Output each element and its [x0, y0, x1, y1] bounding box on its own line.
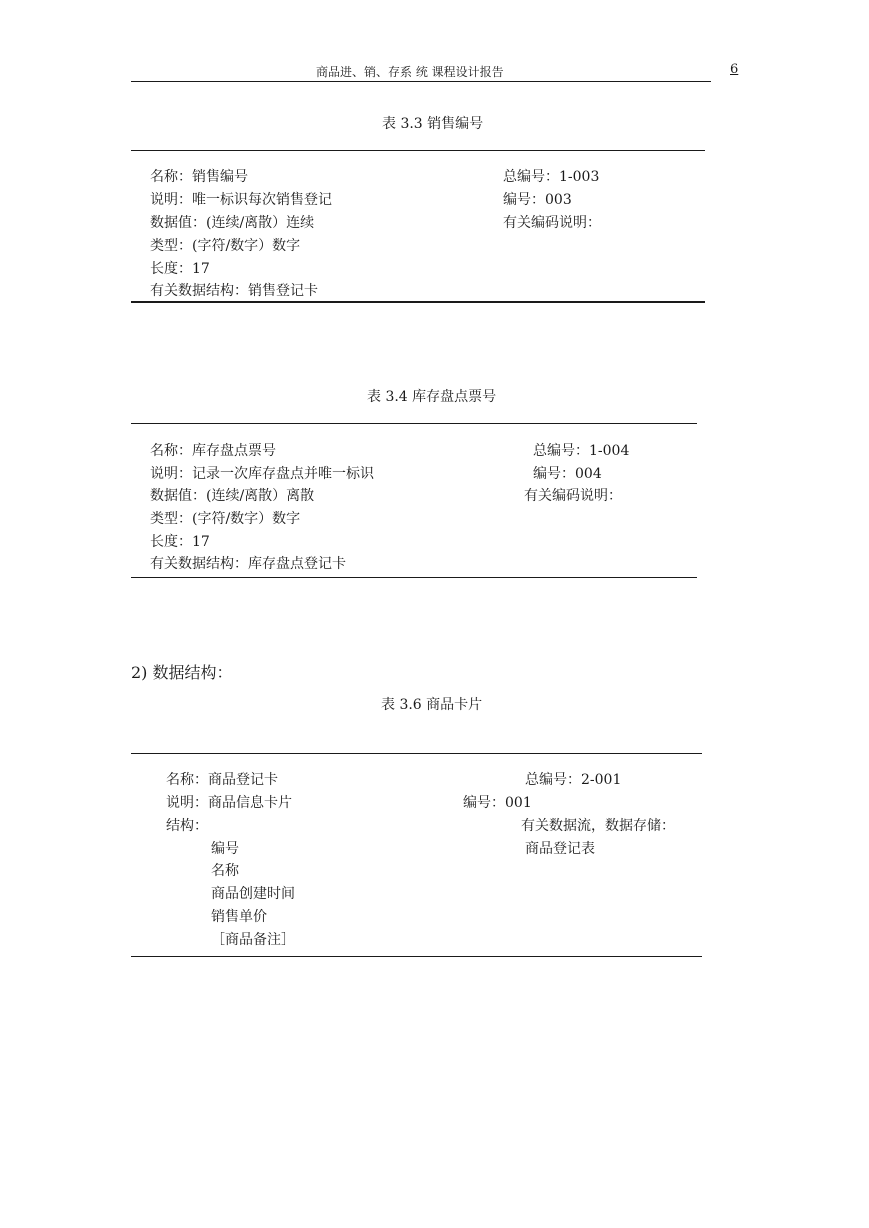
field-desc: 说明：商品信息卡片 — [166, 795, 292, 811]
structure-item: 名称 — [211, 863, 239, 879]
field-struct: 有关数据结构：销售登记卡 — [150, 283, 318, 299]
field-coding: 有关编码说明： — [503, 215, 601, 231]
table-top-rule — [131, 423, 697, 424]
field-desc: 说明：记录一次库存盘点并唯一标识 — [150, 466, 374, 482]
structure-item: ［商品备注］ — [211, 932, 295, 948]
header-rule — [131, 81, 711, 82]
field-structure-label: 结构： — [166, 818, 208, 834]
field-total-no: 总编号：1-004 — [533, 443, 630, 459]
field-length: 长度：17 — [150, 534, 210, 550]
field-name: 名称：库存盘点票号 — [150, 443, 276, 459]
section-heading: 2) 数据结构： — [131, 663, 233, 682]
table-bottom-rule — [131, 577, 697, 578]
field-flow-label: 有关数据流，数据存储： — [521, 818, 675, 834]
structure-item: 销售单价 — [211, 909, 267, 925]
table-bottom-rule — [131, 956, 702, 957]
field-coding: 有关编码说明： — [524, 488, 622, 504]
header-title: 商品进、销、存系 统 课程设计报告 — [316, 65, 504, 79]
table-caption: 表 3.3 销售编号 — [382, 116, 484, 132]
field-length: 长度：17 — [150, 261, 210, 277]
field-struct: 有关数据结构：库存盘点登记卡 — [150, 556, 346, 572]
table-caption: 表 3.6 商品卡片 — [381, 697, 483, 713]
field-no: 编号：004 — [533, 466, 602, 482]
field-total-no: 总编号：2-001 — [525, 772, 622, 788]
field-desc: 说明：唯一标识每次销售登记 — [150, 192, 332, 208]
table-top-rule — [131, 753, 702, 754]
page-number: 6 — [730, 62, 739, 77]
field-value: 数据值：(连续/离散）离散 — [150, 488, 315, 504]
field-no: 编号：003 — [503, 192, 572, 208]
table-top-rule — [131, 150, 705, 151]
structure-item: 商品创建时间 — [211, 886, 295, 902]
structure-item: 编号 — [211, 841, 239, 857]
field-value: 数据值：(连续/离散）连续 — [150, 215, 315, 231]
field-type: 类型：(字符/数字）数字 — [150, 238, 301, 254]
field-total-no: 总编号：1-003 — [503, 169, 600, 185]
field-type: 类型：(字符/数字）数字 — [150, 511, 301, 527]
field-name: 名称：商品登记卡 — [166, 772, 278, 788]
field-store: 商品登记表 — [525, 841, 595, 857]
table-bottom-rule — [131, 301, 705, 303]
field-name: 名称：销售编号 — [150, 169, 248, 185]
table-caption: 表 3.4 库存盘点票号 — [367, 389, 497, 405]
field-no: 编号：001 — [463, 795, 532, 811]
